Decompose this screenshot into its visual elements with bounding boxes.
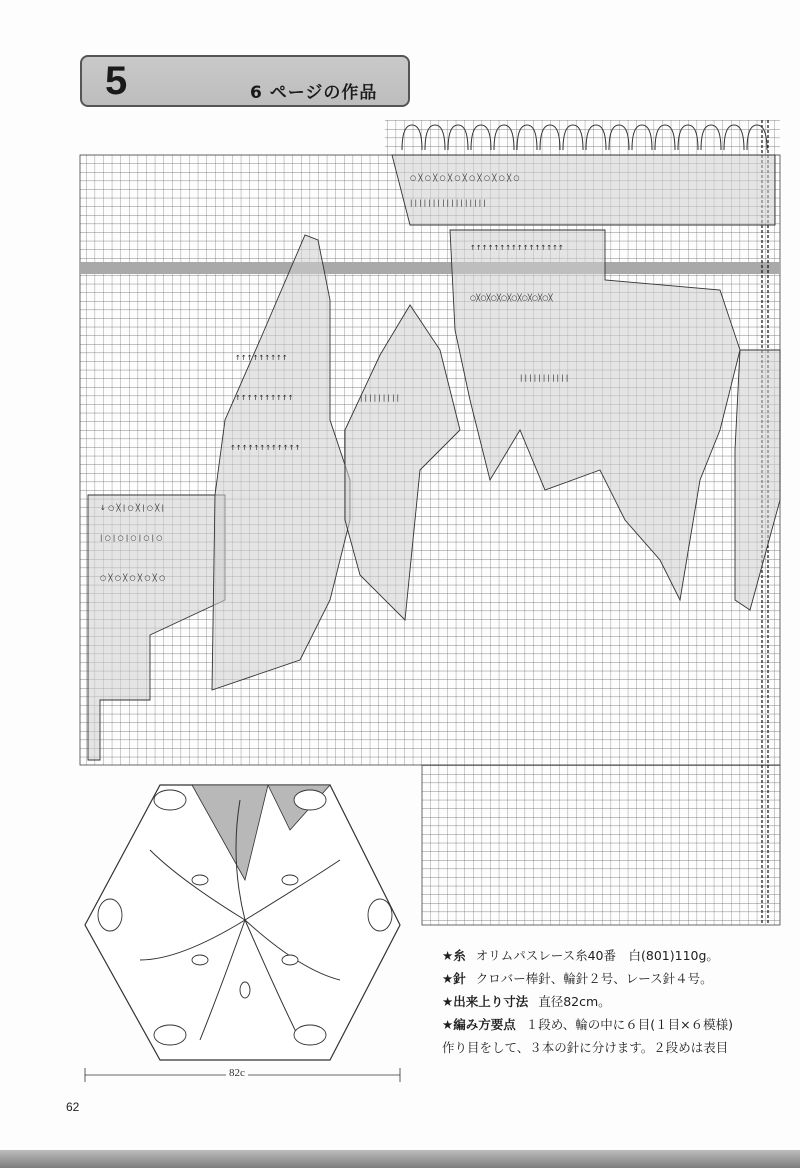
yarn-row bbox=[442, 944, 782, 967]
svg-text:↑↑↑↑↑↑↑↑↑↑↑↑↑↑↑↑: ↑↑↑↑↑↑↑↑↑↑↑↑↑↑↑↑ bbox=[470, 244, 564, 252]
page-number: 62 bbox=[66, 1100, 80, 1114]
needle-row bbox=[442, 967, 782, 990]
doily-diagram bbox=[85, 785, 400, 1082]
page-reference: 6 ページの作品 bbox=[250, 83, 378, 103]
method-key: ★編み方要点 bbox=[442, 1017, 516, 1032]
method-row bbox=[442, 1013, 782, 1036]
svg-text:○ ╳ ○ ╳ ○ ╳ ○ ╳ ○ ╳ ○ ╳ ○ ╳ ○: ○ ╳ ○ ╳ ○ ╳ ○ ╳ ○ ╳ ○ ╳ ○ ╳ ○ bbox=[410, 174, 520, 182]
svg-text:↑↑↑↑↑↑↑↑↑↑↑↑: ↑↑↑↑↑↑↑↑↑↑↑↑ bbox=[230, 444, 301, 452]
svg-text:| | | | | | | | | | | | | | |: | | | | | | | | | | | | | | | | | bbox=[410, 199, 486, 207]
svg-text:○ ╳ ○ ╳ ○ ╳ ○ ╳ ○: ○ ╳ ○ ╳ ○ ╳ ○ ╳ ○ bbox=[100, 574, 166, 582]
svg-text:↑↑↑↑↑↑↑↑↑↑: ↑↑↑↑↑↑↑↑↑↑ bbox=[235, 394, 294, 402]
needle-text: クロバー棒針、輪針２号、レース針４号。 bbox=[475, 971, 713, 986]
size-key: ★出来上り寸法 bbox=[442, 994, 529, 1009]
needle-key: ★針 bbox=[442, 971, 466, 986]
dimension-label: 82c bbox=[226, 1067, 248, 1079]
highlight-band bbox=[80, 262, 780, 274]
method-continued-text: 作り目をして、３本の針に分けます。２段めは表目 bbox=[442, 1040, 729, 1055]
page-edge-shadow bbox=[0, 1150, 800, 1168]
yarn-key: ★糸 bbox=[442, 948, 466, 963]
svg-text:↓ ○ ╳ | ○ ╳ | ○ ╳ |: ↓ ○ ╳ | ○ ╳ | ○ ╳ | bbox=[100, 504, 164, 512]
materials-instructions bbox=[442, 944, 782, 1059]
svg-text:○╳○╳○╳○╳○╳○╳○╳○╳: ○╳○╳○╳○╳○╳○╳○╳○╳ bbox=[470, 294, 553, 302]
yarn-text: オリムパスレース糸40番 白(801)110g。 bbox=[475, 948, 719, 963]
svg-text:| ○ | ○ | ○ | ○ | ○: | ○ | ○ | ○ | ○ | ○ bbox=[100, 534, 163, 542]
svg-text:| | | | | | | | | | |: | | | | | | | | | | | bbox=[520, 374, 569, 382]
method-continued-row bbox=[442, 1036, 782, 1059]
method-text: １段め、輪の中に６目(１目×６模様) bbox=[525, 1017, 733, 1032]
pattern-number: 5 bbox=[105, 59, 128, 103]
top-border-motif bbox=[392, 155, 775, 225]
svg-text:| | | | | | | | |: | | | | | | | | | bbox=[360, 394, 400, 402]
size-row bbox=[442, 990, 782, 1013]
size-text: 直径82cm。 bbox=[538, 994, 611, 1009]
svg-text:↑↑↑↑↑↑↑↑↑: ↑↑↑↑↑↑↑↑↑ bbox=[235, 354, 288, 362]
